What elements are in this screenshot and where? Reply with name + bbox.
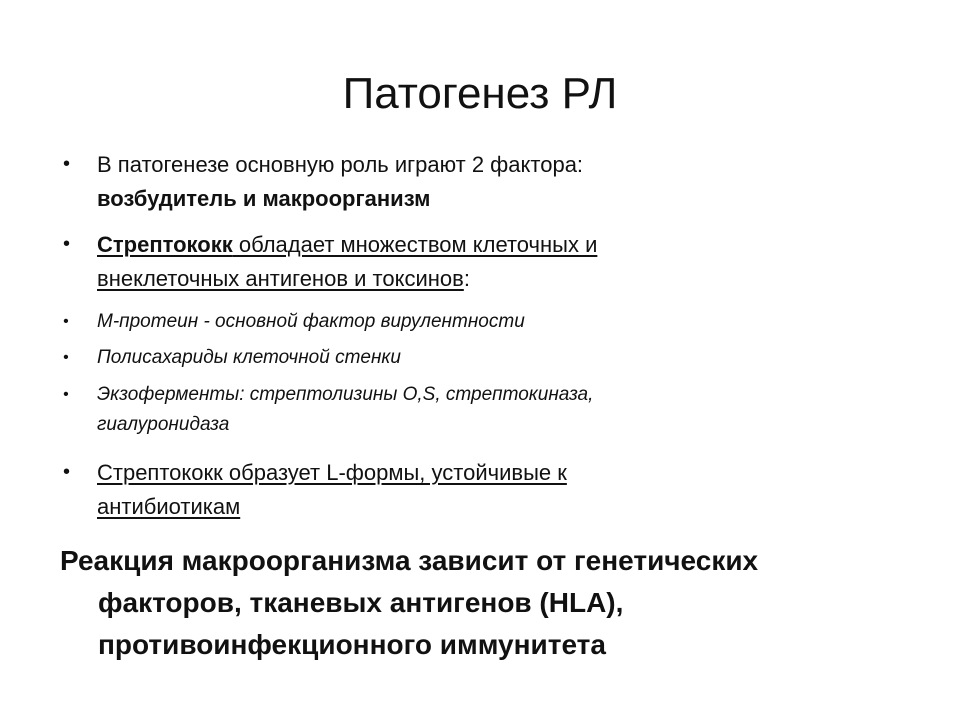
bullet-text-line2-bold: возбудитель и макроорганизм [97, 186, 431, 211]
bullet-text-line1: В патогенезе основную роль играют 2 фактора: [97, 152, 584, 177]
subbullet-text-line2: гиалуронидаза [97, 414, 230, 435]
bullet-marker: • [63, 349, 69, 366]
subbullet-m-protein [63, 307, 917, 337]
subbullet-exoenzymes [63, 380, 917, 440]
subbullet-text: Полисахариды клеточной стенки [97, 347, 401, 368]
streptococcus-bold-text: Стрептококк [97, 232, 233, 257]
reaction-line2: факторов, тканевых антигенов (HLA), [98, 587, 624, 618]
subbullet-text-line1: Экзоферменты: стрептолизины O,S, стрептокиназа, [97, 384, 594, 405]
reaction-line3: противоинфекционного иммунитета [98, 629, 606, 660]
macroorganism-reaction-text [60, 540, 940, 666]
bullet-marker: • [63, 313, 69, 330]
reaction-line1: Реакция макроорганизма зависит от генетических [60, 545, 759, 576]
bullet-item-streptococcus-antigens [63, 228, 917, 296]
bullet-marker: • [63, 153, 71, 175]
slide-title: Патогенез РЛ [342, 69, 618, 118]
bullet-text-line1: обладает множеством клеточных и [232, 232, 598, 257]
bullet-marker: • [63, 386, 69, 403]
subbullet-polysaccharides [63, 343, 917, 373]
bullet-item-l-forms [63, 456, 917, 524]
bullet-text-line2: антибиотикам [97, 494, 241, 519]
bullet-item-factors [63, 148, 917, 216]
subbullet-text: М-протеин - основной фактор вирулентности [97, 311, 525, 332]
bullet-marker: • [63, 233, 71, 255]
bullet-text-line2: внеклеточных антигенов и токсинов [97, 266, 464, 291]
colon-text: : [463, 266, 470, 291]
bullet-marker: • [63, 461, 71, 483]
bullet-text-line1: Стрептококк образует L-формы, устойчивые к [97, 460, 567, 485]
